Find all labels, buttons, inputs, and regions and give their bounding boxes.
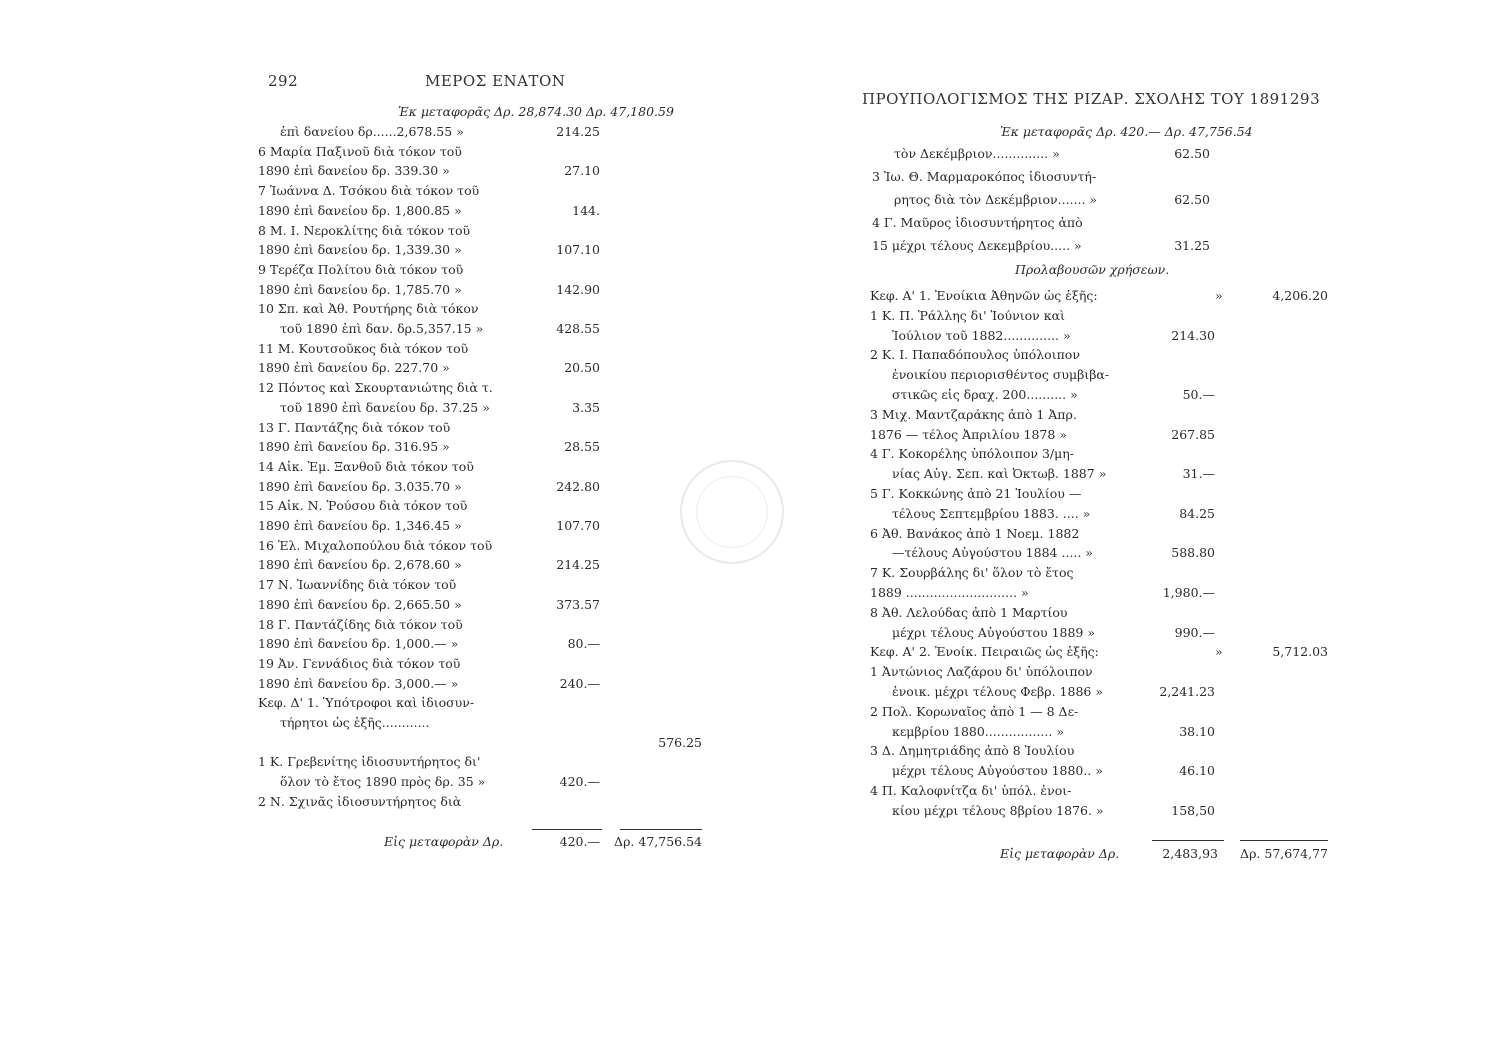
ledger-line-text: 1 Κ. Γρεβενίτης ἰδιοσυντήρητος δι' (258, 754, 481, 770)
left-rule-col2 (620, 829, 702, 830)
ledger-line-text: 1890 ἐπὶ δανείου δρ. 1,000.— » (258, 636, 459, 652)
library-stamp (680, 460, 784, 564)
ledger-line-text: 18 Γ. Παντάζίδης διὰ τόκον τοῦ (258, 616, 463, 632)
ledger-line-text: τέλους Σεπτεμβρίου 1883. .... » (892, 505, 1091, 521)
ledger-line-text: —τέλους Αὐγούστου 1884 ..... » (892, 545, 1093, 561)
right-carry-out-value: 2,483,93 (1162, 846, 1218, 861)
ledger-line-value: 214.30 (1171, 327, 1215, 343)
ledger-line-value: 80.— (567, 636, 600, 652)
ledger-line-value: 1,980.— (1162, 585, 1215, 600)
ledger-line-text: 11 Μ. Κουτσοῦκος διὰ τόκον τοῦ (258, 340, 469, 356)
ledger-line-value: 28.55 (564, 439, 600, 455)
left-carry-out-total: Δρ. 47,756.54 (614, 834, 702, 849)
ledger-line-value: 214.25 (556, 124, 600, 139)
ledger-line-text: 4 Γ. Μαῦρος ἰδιοσυντήρητος ἀπὸ (872, 215, 1083, 230)
ledger-line-text: ἐνοικ. μέχρι τέλους Φεβρ. 1886 » (892, 684, 1103, 699)
ledger-line-value: 142.90 (556, 281, 600, 297)
ledger-line-value: 2,241.23 (1159, 684, 1215, 699)
ledger-line-text: ἐνοικίου περιορισθέντος συμβιβα- (892, 367, 1110, 383)
ledger-line-text: 1890 ἐπὶ δανείου δρ. 2,665.50 » (258, 596, 462, 612)
ledger-line-text: 1890 ἐπὶ δανείου δρ. 316.95 » (258, 439, 450, 455)
ledger-line-text: 1890 ἐπὶ δανείου δρ. 1,800.85 » (258, 202, 462, 218)
ledger-line-text: 1890 ἐπὶ δανείου δρ. 1,346.45 » (258, 518, 462, 533)
ledger-line-total: 576.25 (658, 734, 702, 750)
ledger-line-text: 1876 — τέλος Ἀπριλίου 1878 » (870, 426, 1067, 442)
ledger-line-text: 3 Ἰω. Θ. Μαρμαροκόπος ἰδιοσυντή- (872, 169, 1097, 184)
ledger-line-value: 214.25 (556, 557, 600, 573)
ledger-line-value: 990.— (1174, 624, 1215, 640)
ledger-line-total: 4,206.20 (1272, 288, 1328, 303)
ledger-line-text: 3 Μιχ. Μαντζαράκης ἀπὸ 1 Ἀπρ. (870, 406, 1077, 422)
left-carry-in: Ἐκ μεταφορᾶς Δρ. 28,874.30 Δρ. 47,180.59 (398, 104, 674, 119)
ledger-line-mark: » (1215, 644, 1223, 660)
ledger-line-text: 7 Ἰωάννα Δ. Τσόκου διὰ τόκον τοῦ (258, 183, 480, 199)
ledger-line-text: 1890 ἐπὶ δανείου δρ. 3,000.— » (258, 675, 459, 691)
ledger-line-text: 3 Δ. Δημητριάδης ἀπὸ 8 Ἰουλίου (870, 743, 1075, 759)
ledger-line-value: 50.— (1182, 387, 1215, 402)
ledger-line-text: 1 Κ. Π. Ῥάλλης δι' Ἰούνιον καὶ (870, 307, 1065, 323)
ledger-line-text: 4 Γ. Κοκορέλης ὑπόλοιπον 3/μη- (870, 446, 1074, 462)
ledger-line-value: 588.80 (1171, 545, 1215, 561)
ledger-line-text: 8 Μ. Ι. Νεροκλίτης διὰ τόκον τοῦ (258, 222, 471, 238)
ledger-line-value: 62.50 (1174, 192, 1210, 207)
ledger-line-text: Κεφ. Α' 2. Ἐνοίκ. Πειραιῶς ὡς ἑξῆς: (870, 644, 1099, 660)
right-rule-col2 (1240, 840, 1328, 841)
ledger-line-value: 144. (572, 202, 600, 218)
ledger-line-value: 46.10 (1179, 763, 1215, 779)
ledger-line-text: 1890 ἐπὶ δανείου δρ. 1,339.30 » (258, 242, 462, 258)
ledger-line-text: 1890 ἐπὶ δανείου δρ. 2,678.60 » (258, 557, 462, 573)
ledger-line-text: τοῦ 1890 ἐπὶ δαν. δρ.5,357.15 » (280, 321, 484, 336)
ledger-line-value: 31.25 (1174, 238, 1210, 253)
ledger-line-text: 9 Τερέζα Πολίτου διὰ τόκον τοῦ (258, 261, 464, 277)
ledger-line-text: 6 Μαρία Παξινοῦ διὰ τόκον τοῦ (258, 143, 462, 159)
ledger-line-text: 16 Ἐλ. Μιχαλοπούλου διὰ τόκον τοῦ (258, 537, 493, 553)
ledger-line-text: 7 Κ. Σουρβάλης δι' ὅλον τὸ ἔτος (870, 565, 1074, 581)
ledger-line-value: 107.10 (556, 242, 600, 258)
ledger-line-text: 2 Ν. Σχινᾶς ἰδιοσυντήρητος διὰ (258, 793, 462, 809)
right-carry-in: Ἐκ μεταφορᾶς Δρ. 420.— Δρ. 47,756.54 (1000, 124, 1253, 139)
ledger-line-value: 84.25 (1179, 505, 1215, 521)
ledger-line-text: 14 Αἰκ. Ἑμ. Ξανθοῦ διὰ τόκον τοῦ (258, 458, 474, 474)
ledger-line-text: νίας Αὐγ. Σεπ. καὶ Ὀκτωβ. 1887 » (892, 466, 1107, 482)
ledger-line-text: 13 Γ. Παντάζης διὰ τόκον τοῦ (258, 419, 451, 435)
ledger-line-text: Κεφ. Α' 1. Ἐνοίκια Ἀθηνῶν ὡς ἑξῆς: (870, 288, 1098, 303)
ledger-line-text: τὸν Δεκέμβριον.............. » (894, 146, 1060, 161)
ledger-line-text: ἐπὶ δανείου δρ......2,678.55 » (280, 124, 464, 139)
ledger-line-value: 107.70 (556, 518, 600, 533)
left-rule-col1 (532, 829, 602, 830)
ledger-line-text: 1889 ............................ » (870, 585, 1029, 600)
ledger-line-text: 6 Ἀθ. Βανάκος ἀπὸ 1 Νοεμ. 1882 (870, 525, 1080, 541)
ledger-line-value: 62.50 (1174, 146, 1210, 161)
ledger-line-value: 38.10 (1179, 723, 1215, 739)
ledger-line-value: 428.55 (556, 321, 600, 336)
ledger-line-text: 1890 ἐπὶ δανείου δρ. 3.035.70 » (258, 478, 462, 494)
ledger-line-value: 158,50 (1171, 802, 1215, 818)
ledger-line-text: 2 Πολ. Κορωναῖος ἀπὸ 1 — 8 Δε- (870, 703, 1079, 719)
left-page-header: ΜΕΡΟΣ ΕΝΑΤΟΝ (425, 72, 566, 90)
ledger-line-value: 267.85 (1171, 426, 1215, 442)
ledger-line-text: 19 Ἀν. Γεννάδιος διὰ τόκον τοῦ (258, 655, 461, 671)
ledger-line-total: 5,712.03 (1272, 644, 1328, 660)
ledger-line-text: 1890 ἐπὶ δανείου δρ. 339.30 » (258, 163, 450, 179)
ledger-line-text: 1 Ἀντώνιος Λαζάρου δι' ὑπόλοιπον (870, 664, 1093, 680)
ledger-line-text: 12 Πόντος καὶ Σκουρτανιώτης διὰ τ. (258, 380, 493, 396)
ledger-line-text: μέχρι τέλους Αὐγούστου 1880.. » (892, 763, 1103, 779)
ledger-line-value: 20.50 (564, 360, 600, 376)
ledger-line-text: 15 Αἰκ. Ν. Ῥούσου διὰ τόκον τοῦ (258, 498, 468, 514)
right-page-number: 293 (1290, 90, 1321, 108)
ledger-line-text: ὅλον τὸ ἔτος 1890 πρὸς δρ. 35 » (280, 774, 486, 790)
ledger-line-text: τήρητοι ὡς ἑξῆς............ (280, 715, 430, 730)
ledger-line-text: κεμβρίου 1880................. » (892, 723, 1064, 739)
ledger-line-text: τοῦ 1890 ἐπὶ δανείου δρ. 37.25 » (280, 399, 490, 415)
ledger-line-text: 4 Π. Καλοφνίτζα δι' ὑπόλ. ἐνοι- (870, 783, 1072, 798)
ledger-line-text: 1890 ἐπὶ δανείου δρ. 1,785.70 » (258, 281, 462, 297)
left-carry-out-value: 420.— (559, 834, 600, 849)
ledger-line-text: μέχρι τέλους Αὐγούστου 1889 » (892, 624, 1096, 640)
right-section-title: Προλαβουσῶν χρήσεων. (1015, 262, 1170, 277)
ledger-line-text: 2 Κ. Ι. Παπαδόπουλος ὑπόλοιπον (870, 347, 1080, 363)
right-carry-out-label: Εἰς μεταφορὰν Δρ. (1000, 846, 1120, 861)
ledger-line-text: ρητος διὰ τὸν Δεκέμβριον....... » (894, 192, 1098, 207)
left-page-number: 292 (268, 72, 299, 90)
ledger-line-value: 373.57 (556, 596, 600, 612)
ledger-line-mark: » (1215, 288, 1223, 303)
ledger-line-value: 27.10 (564, 163, 600, 179)
ledger-line-text: 1890 ἐπὶ δανείου δρ. 227.70 » (258, 360, 450, 376)
ledger-line-value: 242.80 (556, 478, 600, 494)
left-carry-out-label: Εἰς μεταφορὰν Δρ. (384, 834, 504, 849)
ledger-line-text: Κεφ. Δ' 1. Ὑπότροφοι καὶ ἰδιοσυν- (258, 695, 475, 711)
right-page-header: ΠΡΟΥΠΟΛΟΓΙΣΜΟΣ ΤΗΣ ΡΙΖΑΡ. ΣΧΟΛΗΣ ΤΟΥ 1891 (862, 90, 1290, 108)
right-rule-col1 (1152, 840, 1224, 841)
ledger-line-text: κίου μέχρι τέλους 8βρίου 1876. » (892, 802, 1104, 818)
ledger-line-value: 420.— (559, 774, 600, 790)
ledger-line-text: 17 Ν. Ἰωαννίδης διὰ τόκον τοῦ (258, 577, 457, 593)
ledger-line-value: 240.— (559, 675, 600, 691)
ledger-line-value: 3.35 (572, 399, 600, 415)
ledger-line-text: 5 Γ. Κοκκώνης ἀπὸ 21 Ἰουλίου — (870, 486, 1082, 501)
ledger-line-text: Ἰούλιον τοῦ 1882.............. » (892, 327, 1071, 343)
ledger-line-text: 15 μέχρι τέλους Δεκεμβρίου..... » (872, 238, 1082, 253)
ledger-line-text: στικῶς εἰς δραχ. 200.......... » (892, 387, 1078, 402)
ledger-line-text: 8 Ἀθ. Λελούδας ἀπὸ 1 Μαρτίου (870, 604, 1068, 620)
ledger-line-value: 31.— (1182, 466, 1215, 482)
ledger-line-text: 10 Σπ. καὶ Ἀθ. Ρουτήρης διὰ τόκον (258, 301, 479, 317)
right-carry-out-total: Δρ. 57,674,77 (1240, 846, 1328, 861)
